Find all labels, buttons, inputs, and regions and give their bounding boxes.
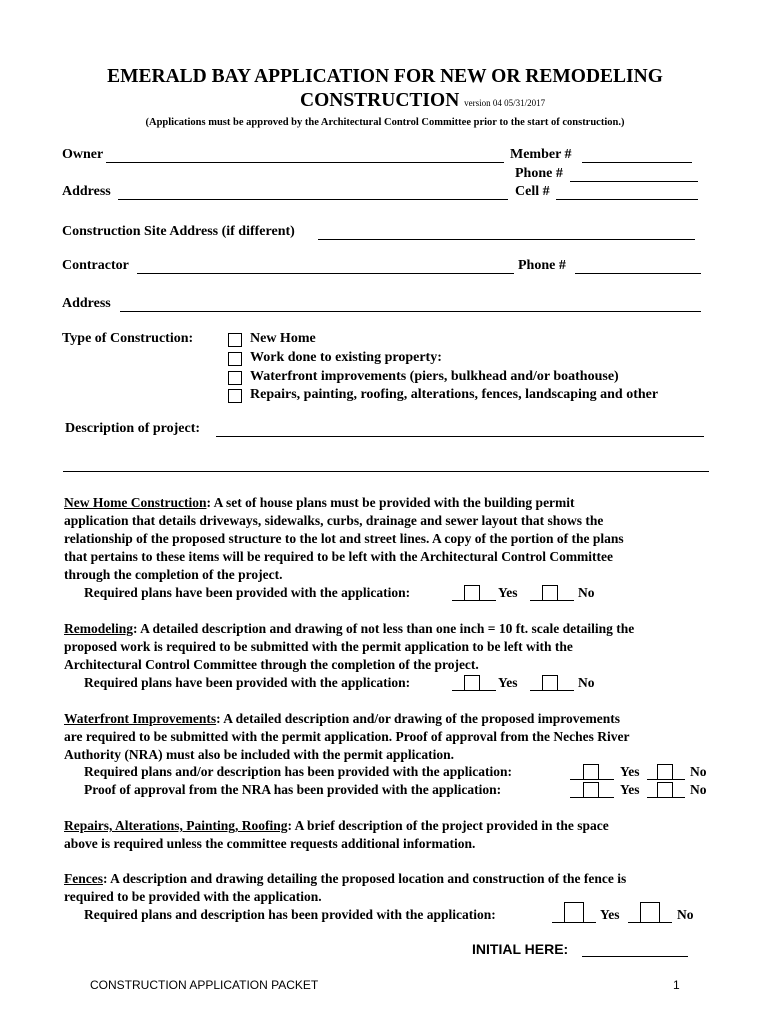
new-home-text: relationship of the proposed structure to the lot and street lines. A copy of the portion of the plans [64,531,624,546]
remodeling-yes-box[interactable] [464,675,480,690]
yes-label: Yes [620,782,640,797]
no-label: No [690,764,707,779]
remodeling-text: proposed work is required to be submitted with the permit application to be left with the [64,639,573,654]
contractor-phone-label: Phone # [518,258,566,273]
version-label: version 04 05/31/2017 [464,98,546,108]
existing-property-label: Work done to existing property: [250,350,442,365]
cell-label: Cell # [515,184,550,199]
fences-heading: Fences [64,871,103,886]
site-address-label: Construction Site Address (if different) [62,224,295,239]
fences-no-box[interactable] [640,902,660,922]
new-home-no-box[interactable] [542,585,558,600]
address-label: Address [62,184,111,199]
waterfront-section: Waterfront Improvements: A detailed description and/or drawing of the proposed improvements [64,711,621,726]
initial-label: INITIAL HERE: [472,941,569,957]
remodeling-no-box[interactable] [542,675,558,690]
remodeling-text: Architectural Control Committee through the completion of the project. [64,657,479,672]
waterfront-text: Authority (NRA) must also be included with the permit application. [64,747,455,762]
yes-label: Yes [600,907,620,922]
waterfront-yes-line [570,779,614,780]
no-label: No [578,675,595,690]
site-address-field[interactable] [318,239,695,240]
contractor-field[interactable] [137,273,514,274]
waterfront-label: Waterfront improvements (piers, bulkhead and/or boathouse) [250,369,619,384]
member-field[interactable] [582,162,692,163]
remodeling-yes-line [452,690,496,691]
description-label: Description of project: [65,421,201,436]
repairs-section: Repairs, Alterations, Painting, Roofing: A brief description of the project provided in the space [64,818,609,833]
remodeling-section: Remodeling: A detailed description and drawing of not less than one inch = 10 ft. scale detailing the [64,621,635,636]
fences-yes-line [552,922,596,923]
new-home-text: that pertains to these items will be required to be left with the Architectural Control Committee [64,549,614,564]
waterfront-heading: Waterfront Improvements [64,711,217,726]
footer-label: CONSTRUCTION APPLICATION PACKET [90,978,319,992]
fences-required-label: Required plans and description has been provided with the application: [84,907,496,922]
yes-label: Yes [498,585,518,600]
nra-yes-box[interactable] [583,782,599,797]
description-field[interactable] [216,436,704,437]
new-home-text: through the completion of the project. [64,567,283,582]
waterfront-no-line [647,779,685,780]
remodeling-required-label: Required plans have been provided with the application: [84,675,411,690]
repairs-text: above is required unless the committee requests additional information. [64,836,476,851]
fences-yes-box[interactable] [564,902,584,922]
member-label: Member # [510,147,572,162]
new-home-checkbox[interactable] [228,333,242,347]
no-label: No [578,585,595,600]
waterfront-nra-label: Proof of approval from the NRA has been provided with the application: [84,782,502,797]
owner-field[interactable] [106,162,504,163]
contractor-phone-field[interactable] [575,273,701,274]
no-label: No [690,782,707,797]
fences-text: required to be provided with the application. [64,889,322,904]
remodeling-heading: Remodeling [64,621,133,636]
contractor-label: Contractor [62,258,129,273]
fences-section: Fences: A description and drawing detailing the proposed location and construction of the fence is [64,871,627,886]
type-of-construction-label: Type of Construction: [62,331,194,346]
waterfront-plans-no-box[interactable] [657,764,673,779]
existing-property-checkbox[interactable] [228,352,242,366]
new-home-label: New Home [250,331,316,346]
no-label: No [677,907,694,922]
description-field-line2[interactable] [63,471,709,472]
new-home-yes-box[interactable] [464,585,480,600]
repairs-label: Repairs, painting, roofing, alterations, fences, landscaping and other [250,387,659,402]
owner-label: Owner [62,147,104,162]
subtitle: (Applications must be approved by the Architectural Control Committee prior to the start of construction.) [145,117,625,128]
contractor-address-field[interactable] [120,311,701,312]
page-title: EMERALD BAY APPLICATION FOR NEW OR REMODELING [107,66,663,87]
new-home-required-label: Required plans have been provided with the application: [84,585,411,600]
new-home-text: application that details driveways, sidewalks, curbs, drainage and sewer layout that shows the [64,513,604,528]
remodeling-no-line [530,690,574,691]
initial-field[interactable] [582,956,688,957]
page-title-line2: CONSTRUCTION version 04 05/31/2017 [300,90,546,111]
nra-yes-line [570,797,614,798]
nra-no-box[interactable] [657,782,673,797]
page-number: 1 [673,978,680,992]
nra-no-line [647,797,685,798]
waterfront-required-label: Required plans and/or description has been provided with the application: [84,764,512,779]
yes-label: Yes [498,675,518,690]
phone-field[interactable] [570,181,698,182]
waterfront-checkbox[interactable] [228,371,242,385]
contractor-address-label: Address [62,296,111,311]
phone-label: Phone # [515,166,563,181]
waterfront-text: are required to be submitted with the permit application. Proof of approval from the Neches River [64,729,630,744]
address-field[interactable] [118,199,508,200]
repairs-checkbox[interactable] [228,389,242,403]
new-home-no-line [530,600,574,601]
repairs-heading: Repairs, Alterations, Painting, Roofing [64,818,288,833]
cell-field[interactable] [556,199,698,200]
new-home-heading: New Home Construction [64,495,207,510]
fences-no-line [628,922,672,923]
waterfront-plans-yes-box[interactable] [583,764,599,779]
new-home-section: New Home Construction: A set of house plans must be provided with the building permit [64,495,575,510]
new-home-yes-line [452,600,496,601]
yes-label: Yes [620,764,640,779]
